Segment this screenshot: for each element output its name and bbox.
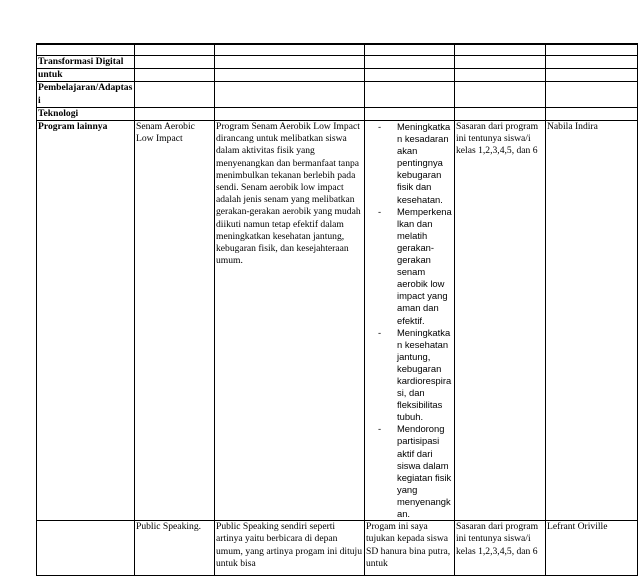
tujuan-cell: Progam ini saya tujukan kepada siswa SD hanura bina putra, untuk [365,521,455,576]
section-label-transformasi: Pembelajaran/Adaptasi [37,82,135,107]
table-cell [135,44,215,56]
table-cell [135,69,215,82]
list-item: - Meningkatkan kesehatan jantung, kebugaran kardiorespirasi, dan fleksibilitas tubuh. [378,326,452,423]
kegiatan-cell: Public Speaking. [135,521,215,576]
table-cell [546,69,638,82]
section-label-program-lainnya: Program lainnya [37,121,135,521]
table-cell [37,44,135,56]
pj-cell: Lefrant Oriville [546,521,638,576]
sasaran-cell: Sasaran dari program ini tentunya siswa/i kelas 1,2,3,4,5, dan 6 [455,121,546,521]
program-table [36,43,638,576]
list-item: - Memperkenalkan dan melatih gerakan-gerakan senam aerobik low impact yang aman dan efektif. [378,205,452,326]
deskripsi-cell: Public Speaking sendiri seperti artinya yaitu berbicara di depan umum, yang artinya progam ini dituju untuk bisa [215,521,365,576]
tujuan-cell [365,121,455,521]
table-row [37,521,638,576]
table-row [37,107,638,120]
table-row [37,69,638,82]
table-cell [365,44,455,56]
table-cell [546,107,638,120]
table-cell [455,56,546,69]
table-cell [215,56,365,69]
tujuan-list [366,121,453,520]
pj-cell: Nabila Indira [546,121,638,521]
section-label-transformasi: Transformasi Digital [37,56,135,69]
table-cell [135,82,215,107]
table-cell [215,69,365,82]
table-cell [215,107,365,120]
sasaran-cell: Sasaran dari program ini tentunya siswa/i kelas 1,2,3,4,5, dan 6 [455,521,546,576]
table-cell [215,44,365,56]
table-cell [455,107,546,120]
table-cell [365,56,455,69]
deskripsi-cell: Program Senam Aerobik Low Impact dirancang untuk melibatkan siswa dalam aktivitas fisik yang menyenangkan dan bermanfaat tanpa menimbulkan tekanan berlebih pada sendi. Senam aerobik low impact adalah jenis senam yang melibatkan gerakan-gerakan aerobik yang mudah diikuti namun tetap efektif dalam meningkatkan kesehatan jantung, kebugaran fisik, dan kesejahteraan umum. [215,121,365,521]
table-cell [455,44,546,56]
list-item: - Mendorong partisipasi aktif dari siswa dalam kegiatan fisik yang menyenangkan. [378,423,452,520]
table-cell [546,82,638,107]
list-item: - Meningkatkan kesadaran akan pentingnya kebugaran fisik dan kesehatan. [378,121,451,205]
table-row [37,82,638,107]
kegiatan-cell: Senam Aerobic Low Impact [135,121,215,521]
table-cell [37,521,135,576]
section-label-transformasi: Teknologi [37,107,135,120]
section-label-transformasi: untuk [37,69,135,82]
table-cell [365,69,455,82]
table-cell [455,69,546,82]
table-row [37,56,638,69]
table-cell [135,56,215,69]
table-cell [365,107,455,120]
table-cell [546,56,638,69]
table-row [37,44,638,56]
table-cell [135,107,215,120]
table-cell [365,82,455,107]
table-row [37,121,638,521]
table-cell [455,82,546,107]
table-cell [215,82,365,107]
table-cell [546,44,638,56]
